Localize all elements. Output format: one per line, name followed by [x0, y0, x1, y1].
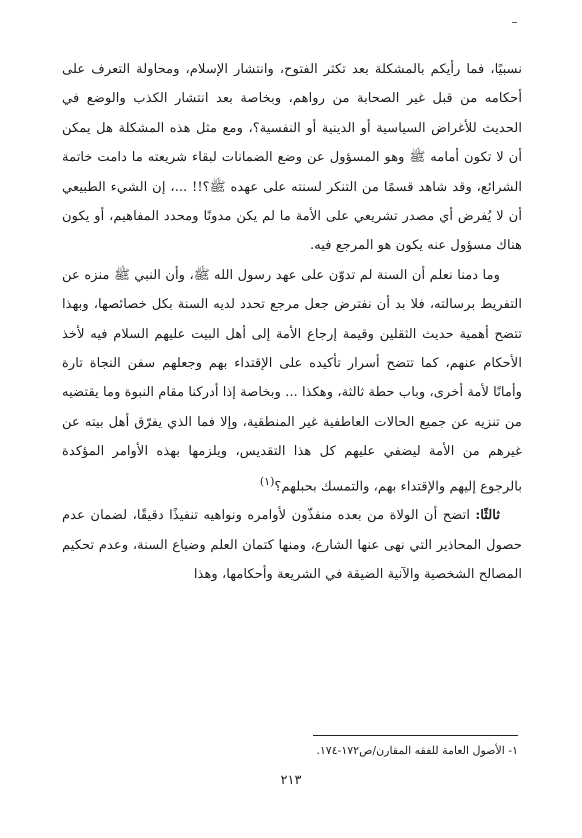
paragraph-1-text: نسبيًا، فما رأيكم بالمشكلة بعد تكثر الفتوح، وانتشار الإسلام، ومحاولة التعرف على أحكامه من قبل غير الصحابة من رواهم، وبخاصة بعد انتشار الكذب والوضع في الحديث للأغراض السياسية أو الدينية أو النفسية؟، ومع مثل هذه المشكلة هل يمكن أن لا تكون أمامه ﷺ وهو المسؤول عن وضع الضمانات لبقاء شريعته ما دامت خاتمة الشرائع، وقد شاهد قسمًا من التنكر لسنته على عهده ﷺ؟!! ...، إن الشيء الطبيعي أن لا يُفرض أي مصدر تشريعي على الأمة ما لم يكن مدونًا ومحدد المفاهيم، أو يكون هناك مسؤول عنه يكون هو المرجع فيه. [62, 62, 522, 254]
paragraph-3-text: اتضح أن الولاة من بعده منفذّون لأوامره ونواهيه تنفيذًا دقيقًا، لضمان عدم حصول المحاذير التي نهى عنها الشارع، ومنها كتمان العلم وضياع السنة، وعدم تحكيم المصالح الشخصية والآنية الضيقة في الشريعة وأحكامها، وهذا [62, 508, 522, 583]
paragraph-1 [62, 55, 522, 261]
paragraph-3 [62, 501, 522, 589]
corner-mark [512, 22, 517, 23]
footnote-separator [313, 735, 518, 736]
paragraph-3-lead: ثالثًا: [475, 508, 500, 524]
body-text [62, 55, 522, 590]
paragraph-2 [62, 261, 522, 502]
paragraph-2-text: وما دمنا نعلم أن السنة لم تدوّن على عهد رسول الله ﷺ، وأن النبي ﷺ منزه عن التفريط برسالته، فلا بد أن نفترض جعل مرجع تحدد لديه السنة بكل خصائصها، وبهذا تتضح أهمية حديث الثقلين وقيمة إرجاع الأمة إلى أهل البيت عليهم السلام فيه لأخذ الأحكام عنهم، كما تتضح أسرار تأكيده على الإقتداء بهم وجعلهم سفن النجاة تارة وأمانًا لأمة أخرى، وباب حطة ثالثة، وهكذا ... وبخاصة إذا أدركنا مقام النبوة وما يقتضيه من تنزيه عن جميع الحالات العاطفية غير المنطقية، وإلا فما الذي يفرّق أهل بيته عن غيرهم من الأمة ليضفي عليهم كل هذا التقديس، ويلزمها بهذه الأوامر المؤكدة بالرجوع إليهم والإقتداء بهم، والتمسك بحبلهم؟ [62, 267, 522, 495]
page-number: ٢١٣ [280, 773, 302, 788]
footnote-reference: (١) [259, 474, 275, 488]
footnote: ١- الأصول العامة للفقه المقارن/ص١٧٢-١٧٤. [316, 744, 518, 757]
